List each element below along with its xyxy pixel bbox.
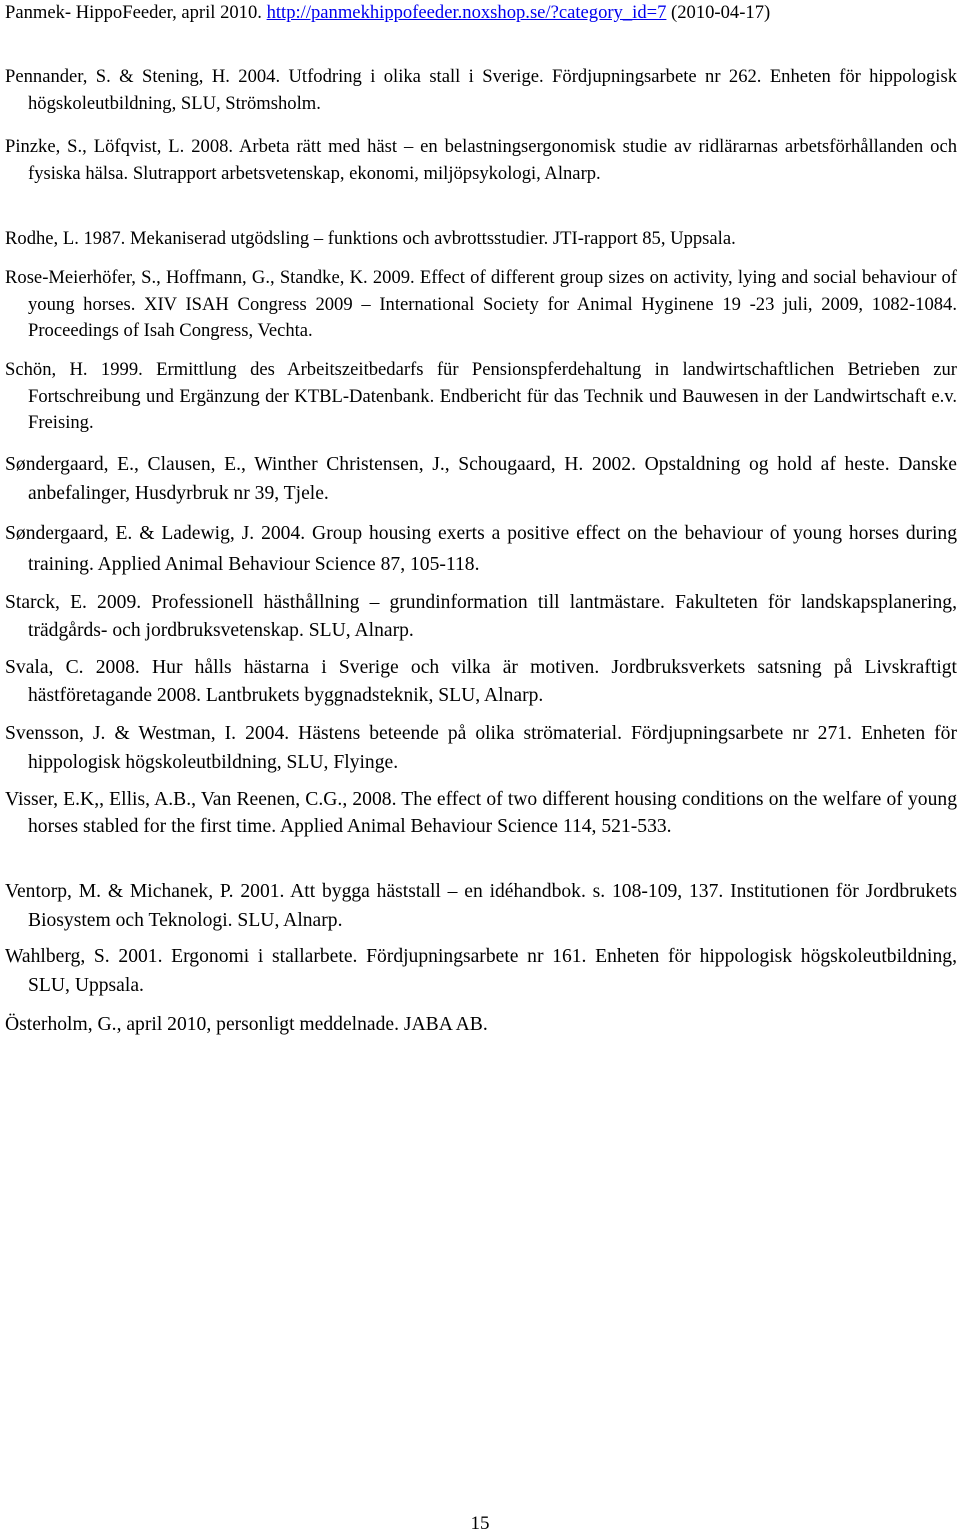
reference-panmek-prefix: Panmek- HippoFeeder, april 2010.: [5, 2, 267, 23]
reference-visser: Visser, E.K,, Ellis, A.B., Van Reenen, C.G., 2008. The effect of two different housing conditions on the welfare of young horses stabled for the first time. Applied Animal Behaviour Science 114, 521-533.: [5, 789, 957, 837]
reference-pinzke: Pinzke, S., Löfqvist, L. 2008. Arbeta rätt med häst – en belastningsergonomisk studie av ridlärarnas arbetsförhållanden och fysiska hälsa. Slutrapport arbetsvetenskap, ekonomi, miljöpsykologi, Alnarp.: [5, 136, 957, 184]
reference-panmek: [5, 0, 957, 27]
reference-sondergaard-2002: Søndergaard, E., Clausen, E., Winther Christensen, J., Schougaard, H. 2002. Opstaldning og hold af heste. Danske anbefalinger, Husdyrbruk nr 39, Tjele.: [5, 454, 957, 504]
reference-starck: Starck, E. 2009. Professionell hästhållning – grundinformation till lantmästare. Fakulteten för landskapsplanering, trädgårds- och jordbruksvetenskap. SLU, Alnarp.: [5, 592, 957, 641]
reference-rodhe: Rodhe, L. 1987. Mekaniserad utgödsling – funktions och avbrottsstudier. JTI-rapport 85, Uppsala.: [5, 228, 736, 249]
reference-ventorp: Ventorp, M. & Michanek, P. 2001. Att bygga häststall – en idéhandbok. s. 108-109, 137. Institutionen för Jordbrukets Biosystem och Teknologi. SLU, Alnarp.: [5, 881, 957, 931]
page-number: 15: [470, 1513, 490, 1534]
reference-osterholm: Österholm, G., april 2010, personligt meddelnade. JABA AB.: [5, 1014, 488, 1035]
reference-pennander: Pennander, S. & Stening, H. 2004. Utfodring i olika stall i Sverige. Fördjupningsarbete nr 262. Enheten för hippologisk högskoleutbildning, SLU, Strömsholm.: [5, 66, 957, 114]
reference-svensson: Svensson, J. & Westman, I. 2004. Hästens beteende på olika strömaterial. Fördjupningsarbete nr 271. Enheten för hippologisk högskoleutbildning, SLU, Flyinge.: [5, 723, 957, 773]
reference-rose-meierhofer: Rose-Meierhöfer, S., Hoffmann, G., Standke, K. 2009. Effect of different group sizes on activity, lying and social behaviour of young horses. XIV ISAH Congress 2009 – International Society for Animal Hyginene 19 -23 juli, 2009, 1082-1084. Proceedings of Isah Congress, Vechta.: [5, 267, 957, 341]
reference-schon: Schön, H. 1999. Ermittlung des Arbeitszeitbedarfs für Pensionspferdehaltung in landwirtschaftlichen Betrieben zur Fortschreibung und Ergänzung der KTBL-Datenbank. Endbericht für das Technik und Bauwesen in der Landwirtschaft e.v. Freising.: [5, 359, 957, 433]
reference-sondergaard-2004: Søndergaard, E. & Ladewig, J. 2004. Group housing exerts a positive effect on the behaviour of young horses during training. Applied Animal Behaviour Science 87, 105-118.: [5, 523, 957, 575]
reference-panmek-suffix: (2010-04-17): [666, 2, 771, 23]
reference-svala: Svala, C. 2008. Hur hålls hästarna i Sverige och vilka är motiven. Jordbruksverkets satsning på Livskraftigt hästföretagande 2008. Lantbrukets byggnadsteknik, SLU, Alnarp.: [5, 657, 957, 706]
reference-panmek-link[interactable]: http://panmekhippofeeder.noxshop.se/?category_id=7: [266, 2, 667, 23]
reference-wahlberg: Wahlberg, S. 2001. Ergonomi i stallarbete. Fördjupningsarbete nr 161. Enheten för hippologisk högskoleutbildning, SLU, Uppsala.: [5, 946, 957, 996]
